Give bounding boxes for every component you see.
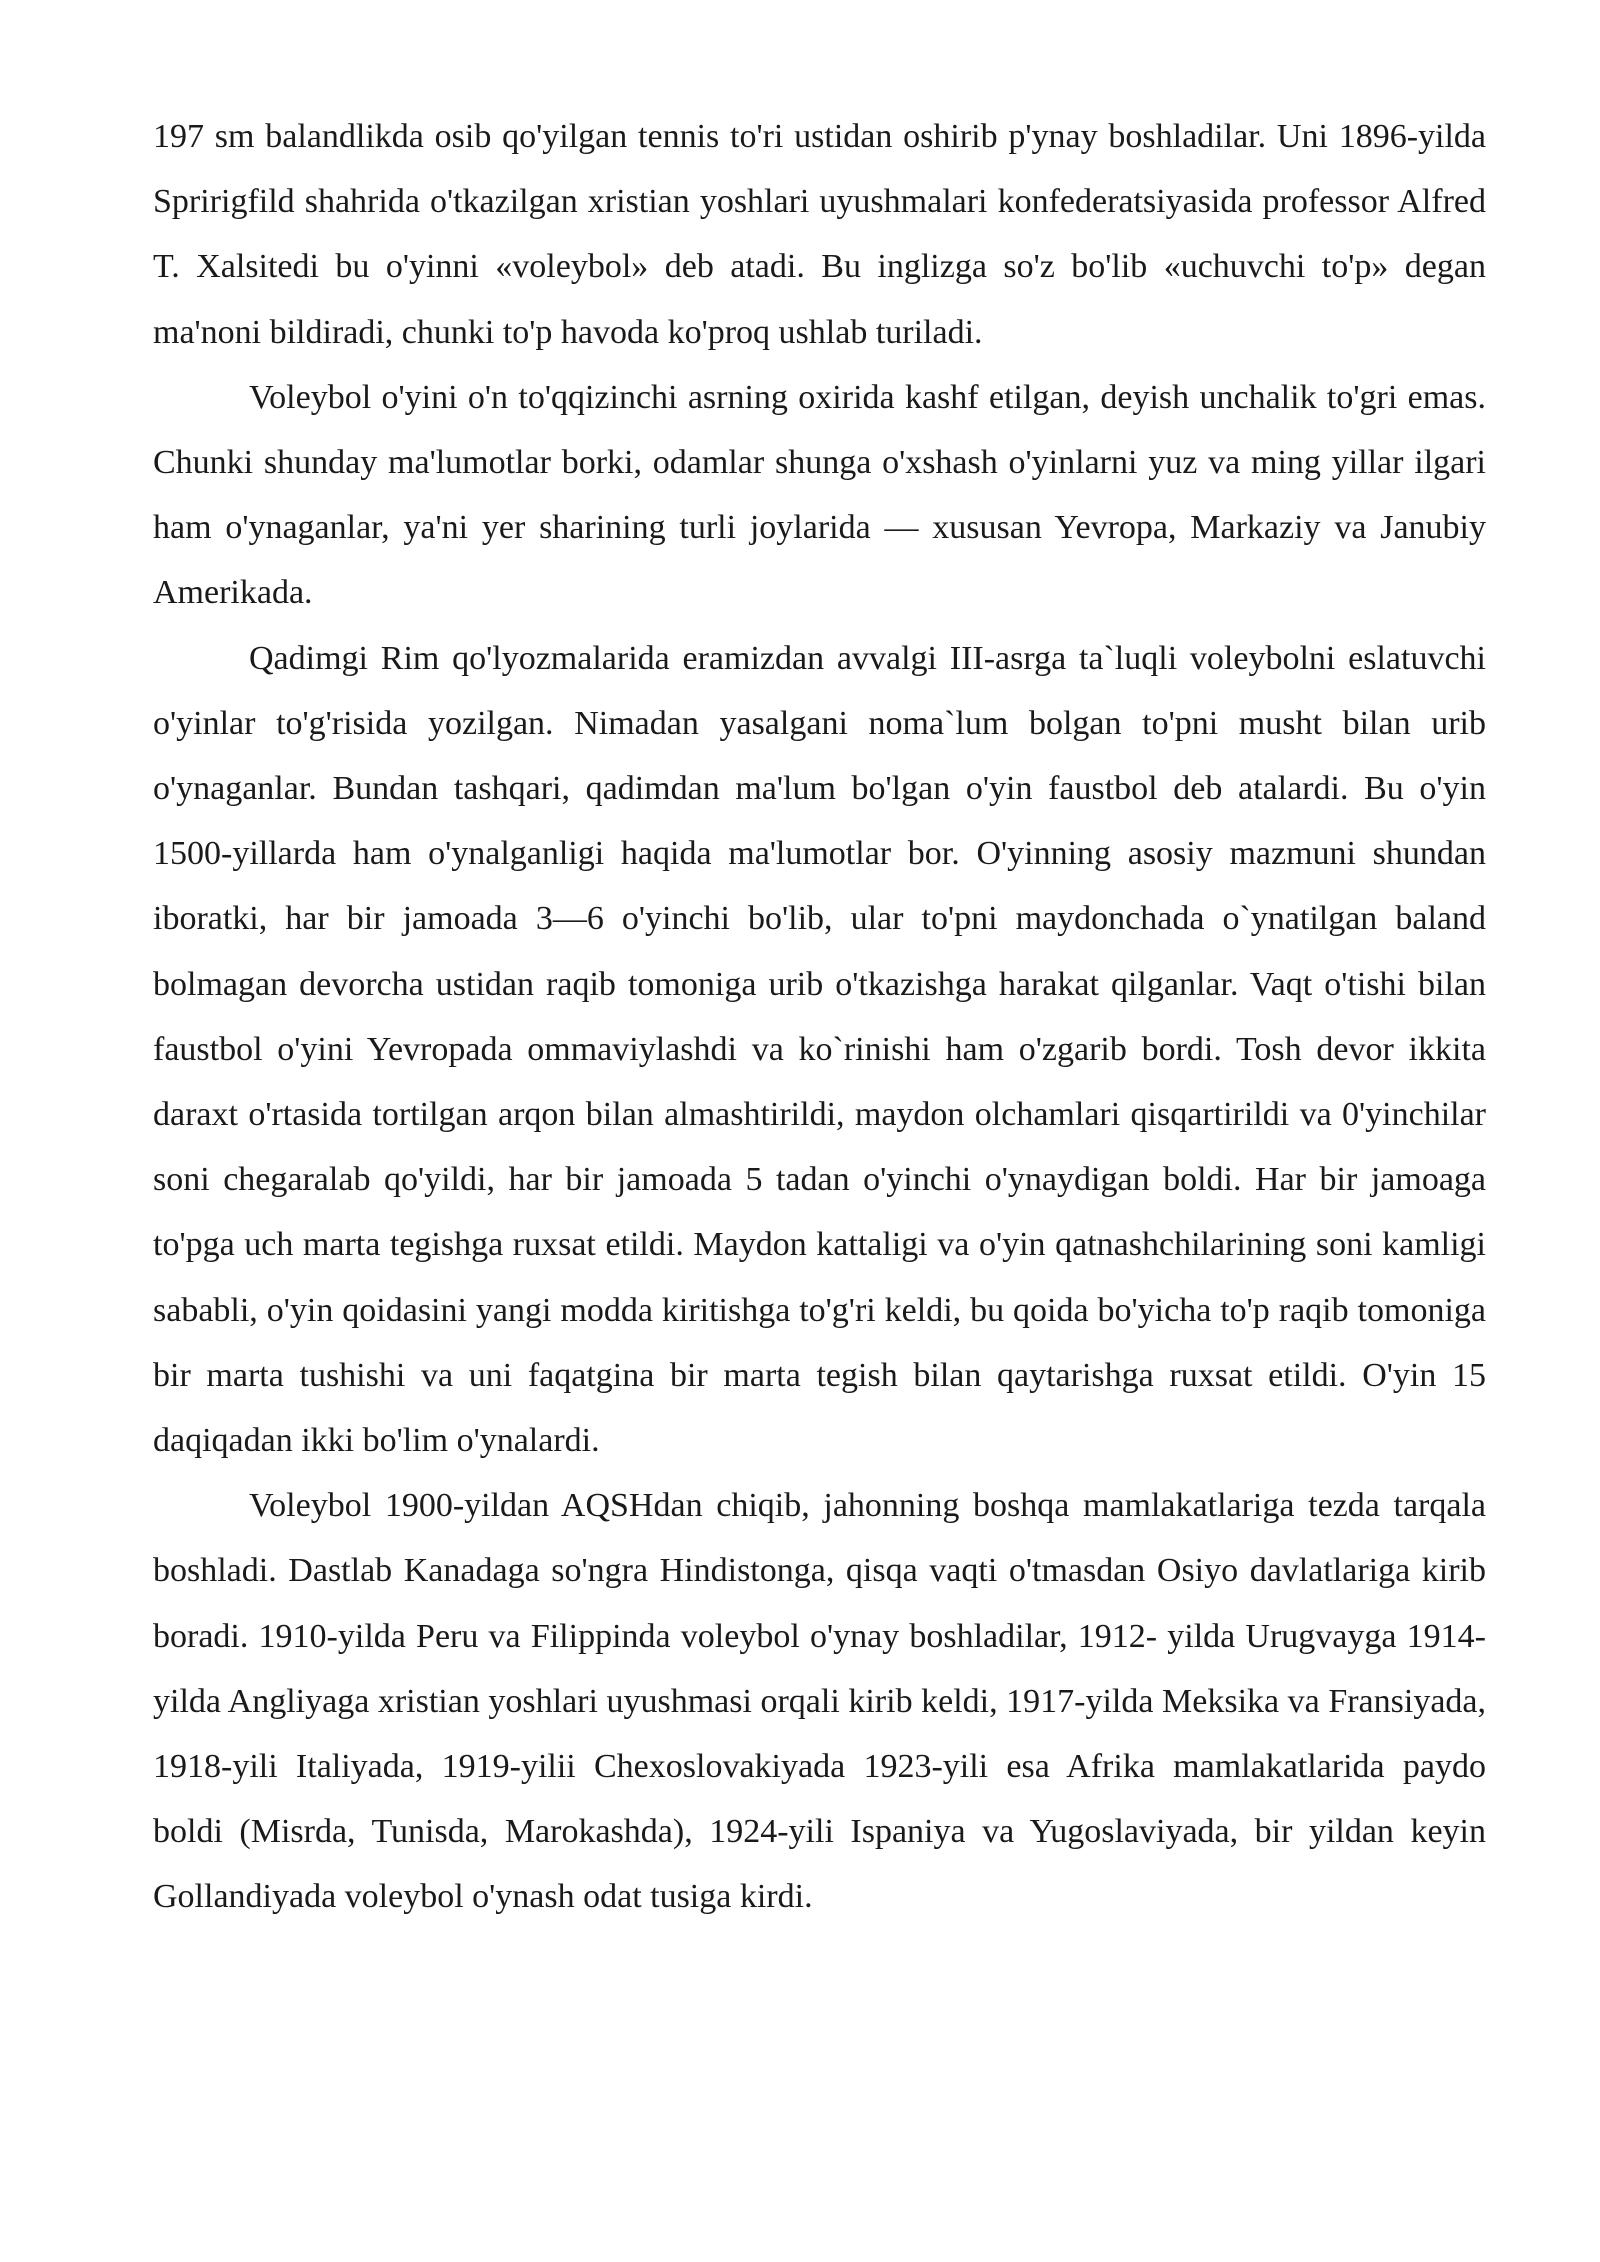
paragraph-1: 197 sm balandlikda osib qo'yilgan tennis to'ri ustidan oshirib p'ynay boshladilar. Uni 1896-yilda Spririgfild shahrida o'tkazilgan xristian yoshlari uyushmalari konfederatsiyasida professor Alfred T. Xalsitedi bu o'yinni «voleybol» deb atadi. Bu inglizga so'z bo'lib «uchuvchi to'p» degan ma'noni bildiradi, chunki to'p havoda ko'proq ushlab turiladi. <box>153 118 1486 351</box>
paragraph-4: Voleybol 1900-yildan AQSHdan chiqib, jahonning boshqa mamlakatlariga tezda tarqala boshladi. Dastlab Kanadaga so'ngra Hindistonga, qisqa vaqti o'tmasdan Osiyo davlatlariga kirib boradi. 1910-yilda Peru va Filippinda voleybol o'ynay boshladilar, 1912- yilda Urugvayga 1914-yilda Angliyaga xristian yoshlari uyushmasi orqali kirib keldi, 1917-yilda Meksika va Fransiyada, 1918-yili Italiyada, 1919-yilii Chexoslovakiyada 1923-yili esa Afrika mamlakatlarida paydo boldi (Misrda, Tunisda, Marokashda), 1924-yili Ispaniya va Yugoslaviyada, bir yildan keyin Gollandiyada voleybol o'ynash odat tusiga kirdi. <box>153 1487 1486 1916</box>
paragraph-3: Qadimgi Rim qo'lyozmalarida eramizdan avvalgi III-asrga ta`luqli voleybolni eslatuvchi o'yinlar to'g'risida yozilgan. Nimadan yasalgani noma`lum bolgan to'pni musht bilan urib o'ynaganlar. Bundan tashqari, qadimdan ma'lum bo'lgan o'yin faustbol deb atalardi. Bu o'yin 1500-yillarda ham o'ynalganligi haqida ma'lumotlar bor. O'yinning asosiy mazmuni shundan iboratki, har bir jamoada 3—6 o'yinchi bo'lib, ular to'pni maydonchada o`ynatilgan baland bolmagan devorcha ustidan raqib tomoniga urib o'tkazishga harakat qilganlar. Vaqt o'tishi bilan faustbol o'yini Yevropada ommaviylashdi va ko`rinishi ham o'zgarib bordi. Tosh devor ikkita daraxt o'rtasida tortilgan arqon bilan almashtirildi, maydon olchamlari qisqartirildi va 0'yinchilar soni chegaralab qo'yildi, har bir jamoada 5 tadan o'yinchi o'ynaydigan boldi. Har bir jamoaga to'pga uch marta tegishga ruxsat etildi. Maydon kattaligi va o'yin qatnashchilarining soni kamligi sababli, o'yin qoidasini yangi modda kiritishga to'g'ri keldi, bu qoida bo'yicha to'p raqib tomoniga bir marta tushishi va uni faqatgina bir marta tegish bilan qaytarishga ruxsat etildi. O'yin 15 daqiqadan ikki bo'lim o'ynalardi. <box>153 639 1486 1460</box>
document-body <box>153 104 1486 1930</box>
paragraph-2: Voleybol o'yini o'n to'qqizinchi asrning oxirida kashf etilgan, deyish unchalik to'gri emas. Chunki shunday ma'lumotlar borki, odamlar shunga o'xshash o'yinlarni yuz va ming yillar ilgari ham o'ynaganlar, ya'ni yer sharining turli joylarida — xususan Yevropa, Markaziy va Janubiy Amerikada. <box>153 378 1486 612</box>
